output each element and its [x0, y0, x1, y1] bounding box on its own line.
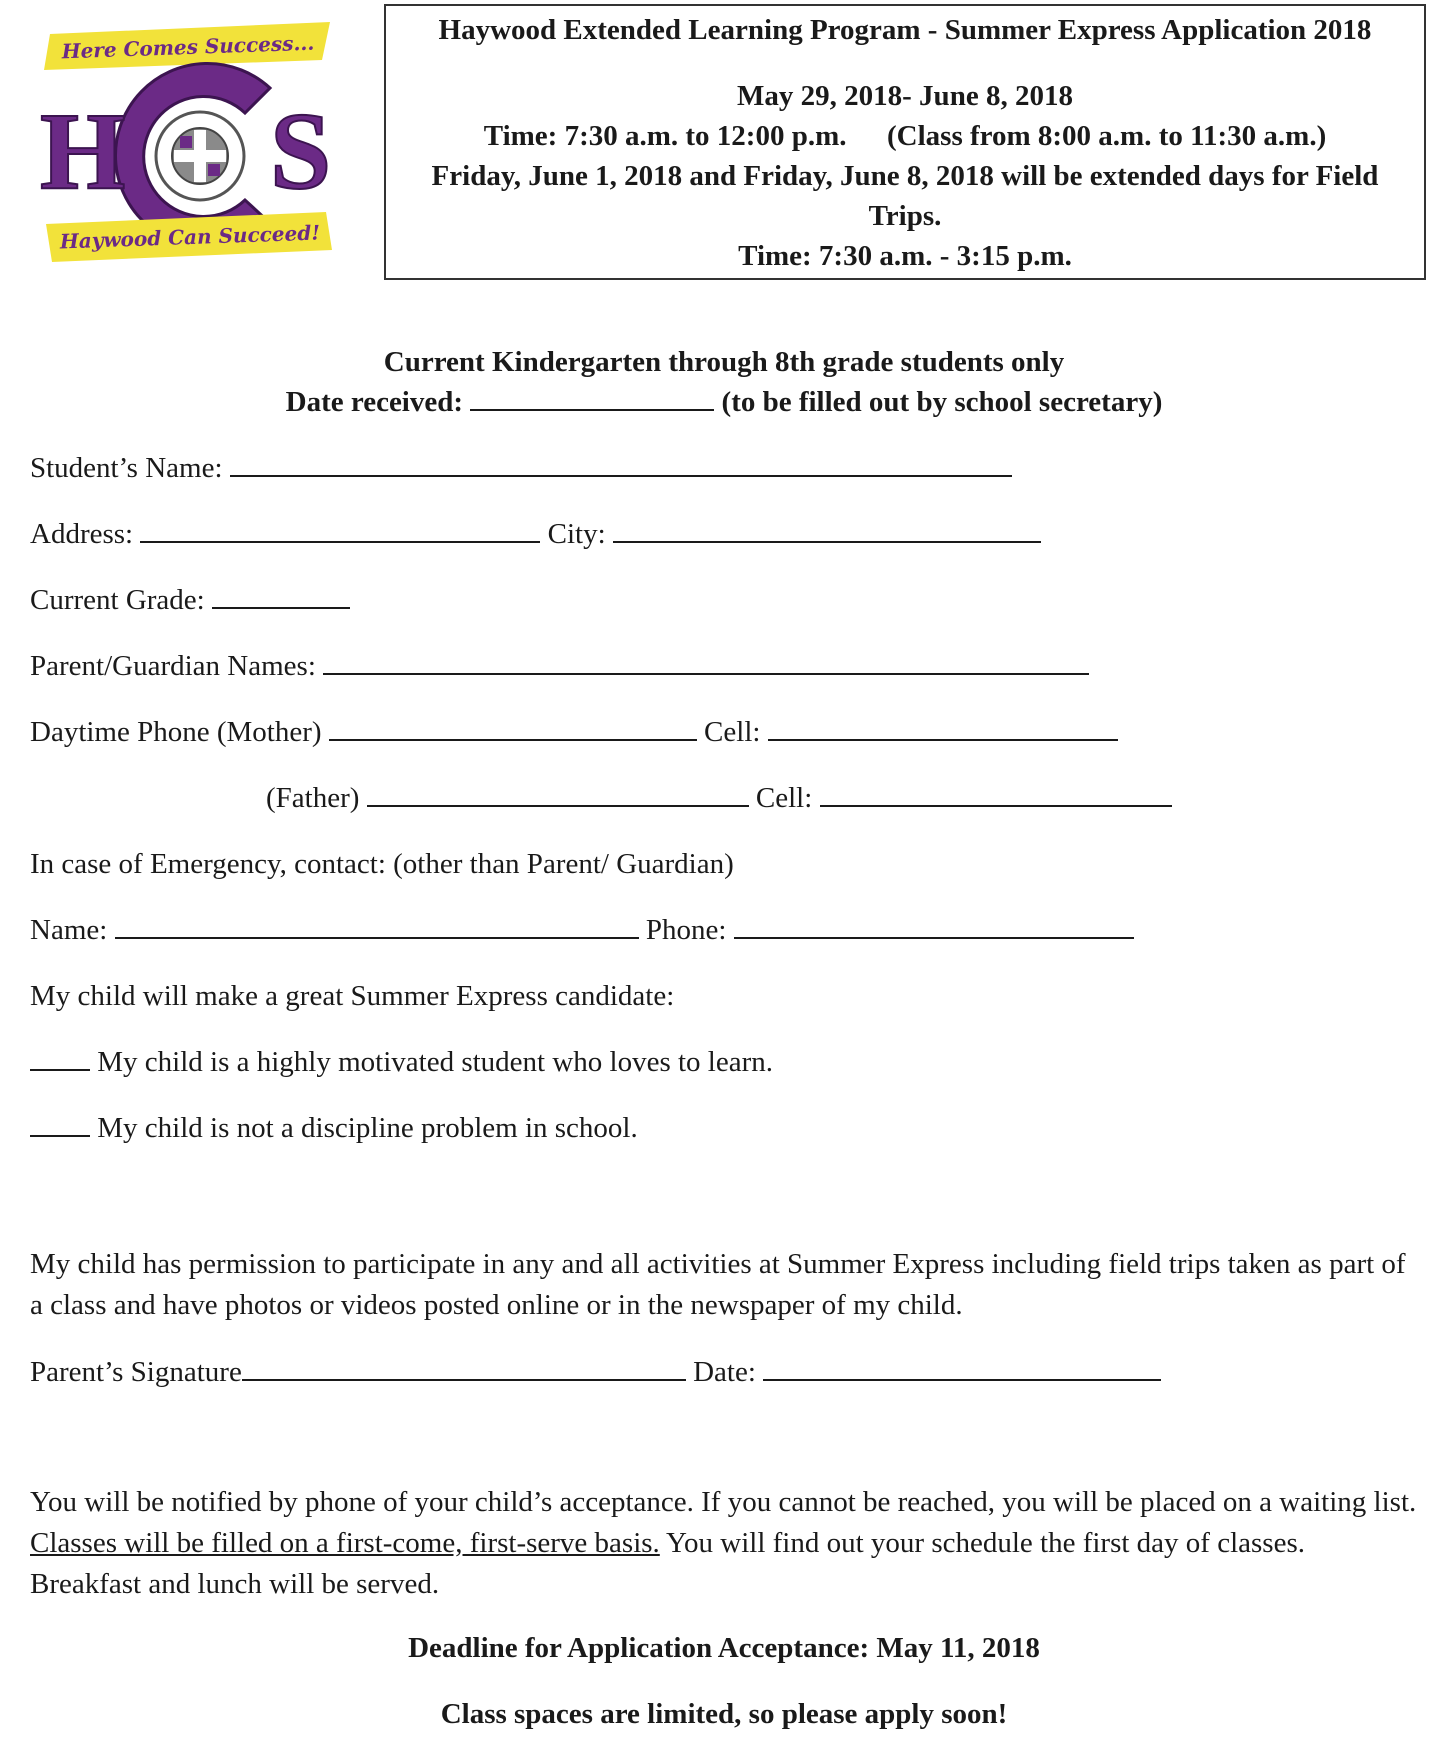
emergency-contact-row	[30, 914, 1134, 947]
notice-first-come: Classes will be filled on a first-come, first-serve basis.	[30, 1527, 660, 1559]
signature-date-field[interactable]	[763, 1357, 1161, 1381]
father-cell-label: Cell:	[755, 782, 813, 814]
field-trips-line-1: Friday, June 1, 2018 and Friday, June 8, 2018 will be extended days for Field	[431, 160, 1379, 192]
address-row	[30, 518, 1041, 551]
logo-letter-h: H	[40, 90, 126, 212]
parent-names-row	[30, 650, 1089, 683]
header-box	[384, 4, 1426, 280]
candidate-checkline-2[interactable]	[30, 1113, 90, 1137]
current-grade-label: Current Grade:	[30, 584, 205, 616]
notice-text-1: You will be notified by phone of your child’s acceptance. If you cannot be reached, you will be placed on a waiting list.	[30, 1486, 1417, 1518]
logo-bottom-banner-text: Haywood Can Succeed!	[59, 220, 321, 254]
father-cell-field[interactable]	[820, 783, 1172, 807]
student-name-row	[30, 452, 1012, 485]
current-grade-field[interactable]	[212, 585, 350, 609]
mother-phone-row	[30, 716, 1118, 749]
program-time: Time: 7:30 a.m. to 12:00 p.m.	[483, 120, 847, 152]
class-time: (Class from 8:00 a.m. to 11:30 a.m.)	[887, 120, 1327, 152]
candidate-checkline-1[interactable]	[30, 1047, 90, 1071]
student-name-field[interactable]	[230, 453, 1012, 477]
date-received-row	[0, 386, 1448, 419]
date-received-note: (to be filled out by school secretary)	[721, 386, 1163, 418]
father-phone-row	[266, 782, 1172, 815]
notice-text-2: You will find out your schedule the first day of classes. Breakfast and lunch will be served.	[30, 1527, 1305, 1600]
limited-spaces-note: Class spaces are limited, so please apply soon!	[440, 1698, 1008, 1730]
mother-phone-field[interactable]	[329, 717, 697, 741]
signature-date-label: Date:	[693, 1356, 756, 1388]
city-label: City:	[547, 518, 606, 550]
current-grade-row	[30, 584, 350, 617]
mother-cell-field[interactable]	[768, 717, 1118, 741]
emergency-phone-field[interactable]	[734, 915, 1134, 939]
program-time-line	[386, 120, 1424, 153]
eligibility-note: Current Kindergarten through 8th grade students only	[383, 346, 1065, 378]
permission-paragraph: My child has permission to participate in any and all activities at Summer Express including field trips taken as part of a class and have photos or videos posted online or in the newspaper of my child.	[30, 1248, 1406, 1321]
emergency-name-field[interactable]	[115, 915, 639, 939]
candidate-item-text-1: My child is a highly motivated student who loves to learn.	[97, 1046, 774, 1078]
candidate-item	[30, 1112, 638, 1145]
candidate-item-text-2: My child is not a discipline problem in school.	[97, 1112, 638, 1144]
hcs-logo	[40, 18, 360, 280]
extended-time: Time: 7:30 a.m. - 3:15 p.m.	[738, 240, 1072, 272]
father-phone-label: (Father)	[266, 782, 360, 814]
parent-names-label: Parent/Guardian Names:	[30, 650, 316, 682]
signature-label: Parent’s Signature	[30, 1356, 242, 1388]
emergency-heading: In case of Emergency, contact: (other than Parent/ Guardian)	[30, 848, 734, 880]
field-trips-line-2: Trips.	[868, 200, 942, 232]
date-received-line[interactable]	[470, 387, 714, 411]
signature-row	[30, 1356, 1161, 1389]
city-field[interactable]	[613, 519, 1041, 543]
mother-phone-label: Daytime Phone (Mother)	[30, 716, 322, 748]
address-label: Address:	[30, 518, 134, 550]
notice-paragraph	[30, 1482, 1420, 1605]
emergency-name-label: Name:	[30, 914, 108, 946]
program-dates: May 29, 2018- June 8, 2018	[737, 80, 1073, 112]
logo-top-banner-text: Here Comes Success...	[61, 30, 315, 64]
emergency-phone-label: Phone:	[645, 914, 727, 946]
signature-field[interactable]	[242, 1357, 686, 1381]
program-title: Haywood Extended Learning Program - Summer Express Application 2018	[438, 14, 1372, 46]
student-name-label: Student’s Name:	[30, 452, 223, 484]
logo-letter-s: S	[270, 90, 332, 212]
candidate-intro: My child will make a great Summer Express candidate:	[30, 980, 675, 1012]
father-phone-field[interactable]	[367, 783, 749, 807]
parent-names-field[interactable]	[323, 651, 1089, 675]
mother-cell-label: Cell:	[704, 716, 761, 748]
date-received-label: Date received:	[285, 386, 464, 418]
address-field[interactable]	[140, 519, 540, 543]
candidate-item	[30, 1046, 773, 1079]
deadline: Deadline for Application Acceptance: May 11, 2018	[408, 1632, 1040, 1664]
